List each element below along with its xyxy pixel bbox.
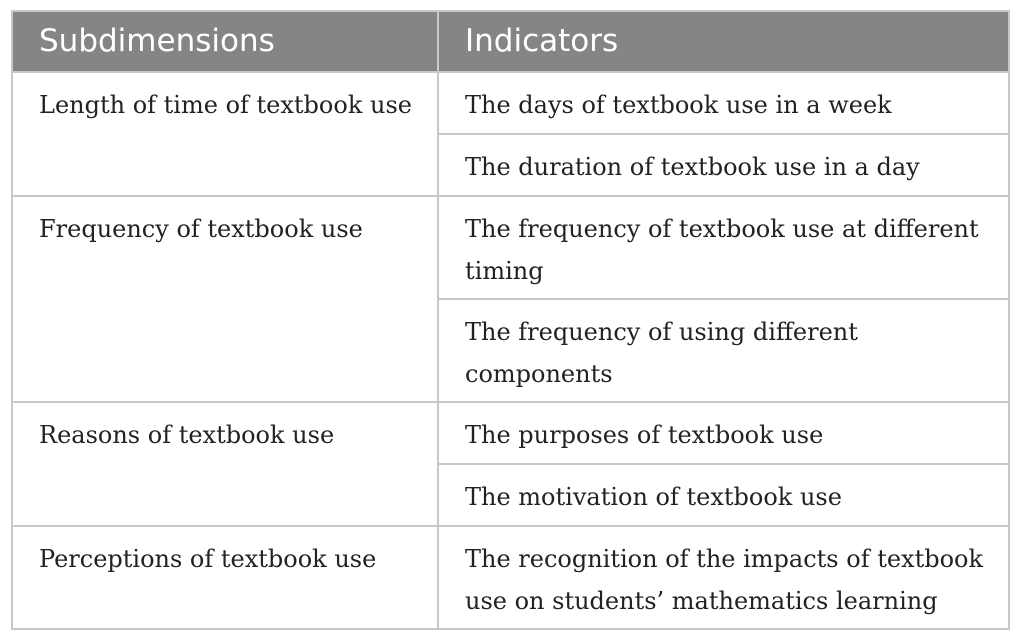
subdimension-cell: Reasons of textbook use xyxy=(12,402,438,526)
indicator-cell: The duration of textbook use in a day xyxy=(438,134,1009,196)
indicator-cell: The recognition of the impacts of textbook use on students’ mathematics learning xyxy=(438,526,1009,629)
header-indicators: Indicators xyxy=(438,11,1009,72)
subdimension-cell: Perceptions of textbook use xyxy=(12,526,438,629)
indicator-cell: The purposes of textbook use xyxy=(438,402,1009,464)
indicator-cell: The motivation of textbook use xyxy=(438,464,1009,526)
table-row xyxy=(12,72,1009,134)
header-row xyxy=(12,11,1009,72)
subdimension-cell: Length of time of textbook use xyxy=(12,72,438,196)
table-row xyxy=(12,196,1009,299)
indicators-table xyxy=(11,10,1010,630)
subdimension-cell: Frequency of textbook use xyxy=(12,196,438,402)
indicator-cell: The frequency of textbook use at different timing xyxy=(438,196,1009,299)
indicator-cell: The frequency of using different components xyxy=(438,299,1009,402)
table-row xyxy=(12,402,1009,464)
indicator-cell: The days of textbook use in a week xyxy=(438,72,1009,134)
header-subdimensions: Subdimensions xyxy=(12,11,438,72)
table-row xyxy=(12,526,1009,629)
